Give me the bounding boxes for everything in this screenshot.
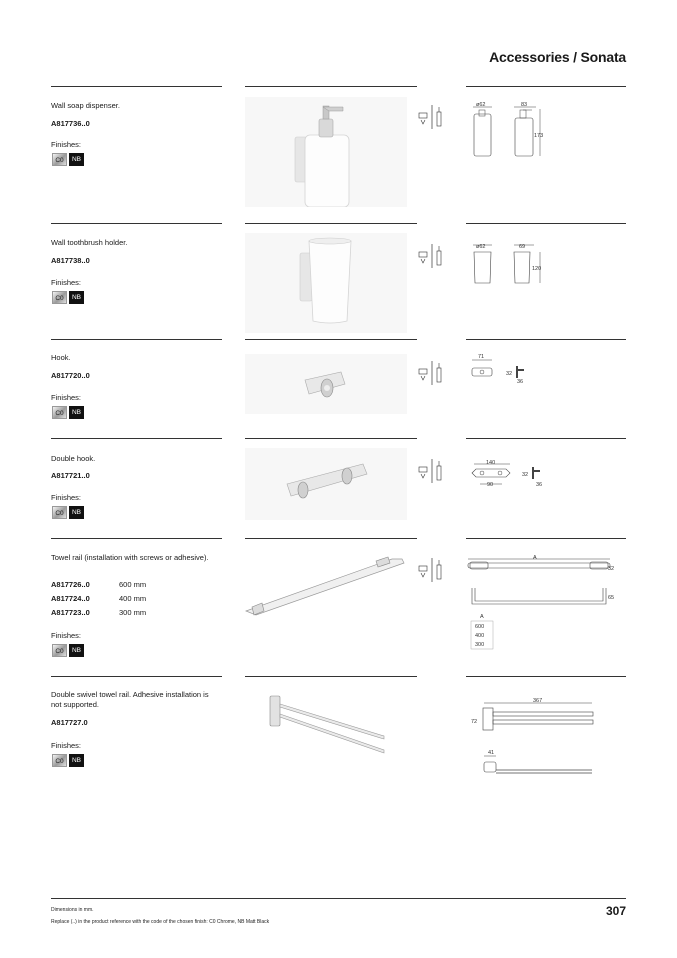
section-divider — [466, 339, 626, 340]
dimension-label: 36 — [536, 482, 543, 488]
finishes-label: Finishes: — [51, 140, 82, 149]
dimension-label: 65 — [608, 595, 615, 601]
finishes-label: Finishes: — [51, 631, 82, 640]
dimension-label: 140 — [486, 460, 496, 466]
finish-chrome-swatch: C0 — [52, 153, 67, 166]
finishes-label: Finishes: — [51, 741, 82, 750]
section-divider — [245, 438, 417, 439]
product-size: 300 mm — [119, 608, 147, 617]
product-description: Wall toothbrush holder. — [51, 238, 128, 247]
dimension-label: 300 — [475, 642, 485, 648]
toothbrush-holder-drawing — [466, 238, 556, 288]
double-swivel-rail-drawing — [466, 690, 606, 780]
product-code: A817723..0 — [51, 608, 90, 617]
installation-icons — [417, 458, 447, 484]
section-divider — [51, 538, 222, 539]
double-swivel-rail-photo — [258, 690, 388, 760]
dimension-label: 367 — [533, 698, 543, 704]
product-code: A817720..0 — [51, 371, 90, 380]
installation-icons — [417, 360, 447, 386]
dimension-label: 41 — [488, 750, 495, 756]
finish-matt-black-swatch: NB — [69, 406, 84, 419]
section-divider — [466, 438, 626, 439]
dimension-label: 32 — [608, 566, 615, 572]
product-code: A817726..0 — [51, 580, 90, 589]
finish-matt-black-swatch: NB — [69, 644, 84, 657]
footer-dimensions-note: Dimensions in mm. — [51, 907, 94, 913]
section-divider — [245, 538, 417, 539]
double-hook-photo — [245, 448, 407, 520]
installation-icons — [417, 243, 447, 269]
finishes-label: Finishes: — [51, 278, 82, 287]
towel-rail-photo — [242, 551, 408, 621]
finish-matt-black-swatch: NB — [69, 153, 84, 166]
finish-matt-black-swatch: NB — [69, 754, 84, 767]
dimension-label: 83 — [521, 102, 528, 108]
dimension-label: 71 — [478, 354, 485, 360]
soap-dispenser-photo — [245, 97, 407, 207]
section-divider — [466, 223, 626, 224]
towel-rail-drawing — [466, 550, 626, 650]
section-divider — [51, 438, 222, 439]
finish-matt-black-swatch: NB — [69, 291, 84, 304]
dimension-label: 36 — [517, 379, 524, 385]
dimension-label: 400 — [475, 633, 485, 639]
finishes-label: Finishes: — [51, 493, 82, 502]
dimension-label: 120 — [532, 266, 542, 272]
dimension-label: A — [533, 555, 537, 561]
product-code: A817724..0 — [51, 594, 90, 603]
installation-icons — [417, 104, 447, 130]
dimension-label: 69 — [519, 244, 526, 250]
hook-photo — [245, 354, 407, 414]
finish-chrome-swatch: C0 — [52, 754, 67, 767]
footer-finish-note: Replace (..) in the product reference with the code of the chosen finish: C0 Chrome, NB Matt Black — [51, 919, 270, 925]
finish-chrome-swatch: C0 — [52, 291, 67, 304]
dimension-label: 600 — [475, 624, 485, 630]
dimension-label: 72 — [471, 719, 478, 725]
section-divider — [466, 538, 626, 539]
finish-chrome-swatch: C0 — [52, 644, 67, 657]
dimension-label: 90 — [487, 482, 494, 488]
finishes-label: Finishes: — [51, 393, 82, 402]
section-divider — [51, 86, 222, 87]
footer-divider — [51, 898, 626, 899]
product-description: Double swivel towel rail. Adhesive installation is not supported. — [51, 690, 209, 709]
product-code: A817727.0 — [51, 718, 88, 727]
page-number: 307 — [605, 904, 626, 918]
dimension-label: 173 — [534, 133, 544, 139]
dimension-label: ø62 — [476, 244, 486, 250]
dimension-label: 32 — [506, 371, 513, 377]
soap-dispenser-drawing — [466, 100, 556, 166]
dimension-label: A — [480, 614, 484, 620]
section-divider — [51, 676, 222, 677]
dimension-label: 32 — [522, 472, 529, 478]
finish-matt-black-swatch: NB — [69, 506, 84, 519]
section-divider — [51, 339, 222, 340]
section-divider — [245, 86, 417, 87]
finish-chrome-swatch: C0 — [52, 506, 67, 519]
product-size: 600 mm — [119, 580, 147, 589]
double-hook-drawing — [466, 455, 556, 491]
section-divider — [51, 223, 222, 224]
section-divider — [466, 86, 626, 87]
product-code: A817738..0 — [51, 256, 90, 265]
product-code: A817721..0 — [51, 471, 90, 480]
product-description: Hook. — [51, 353, 71, 362]
finish-chrome-swatch: C0 — [52, 406, 67, 419]
section-divider — [245, 223, 417, 224]
toothbrush-holder-photo — [245, 233, 407, 333]
section-divider — [245, 339, 417, 340]
product-description: Wall soap dispenser. — [51, 101, 120, 110]
product-code: A817736..0 — [51, 119, 90, 128]
product-size: 400 mm — [119, 594, 147, 603]
hook-drawing — [466, 352, 536, 386]
dimension-label: ø62 — [476, 102, 486, 108]
section-divider — [245, 676, 417, 677]
page-title: Accessories / Sonata — [489, 49, 626, 65]
product-description: Double hook. — [51, 454, 96, 463]
installation-icons — [417, 557, 447, 583]
section-divider — [466, 676, 626, 677]
product-description: Towel rail (installation with screws or adhesive). — [51, 553, 209, 562]
